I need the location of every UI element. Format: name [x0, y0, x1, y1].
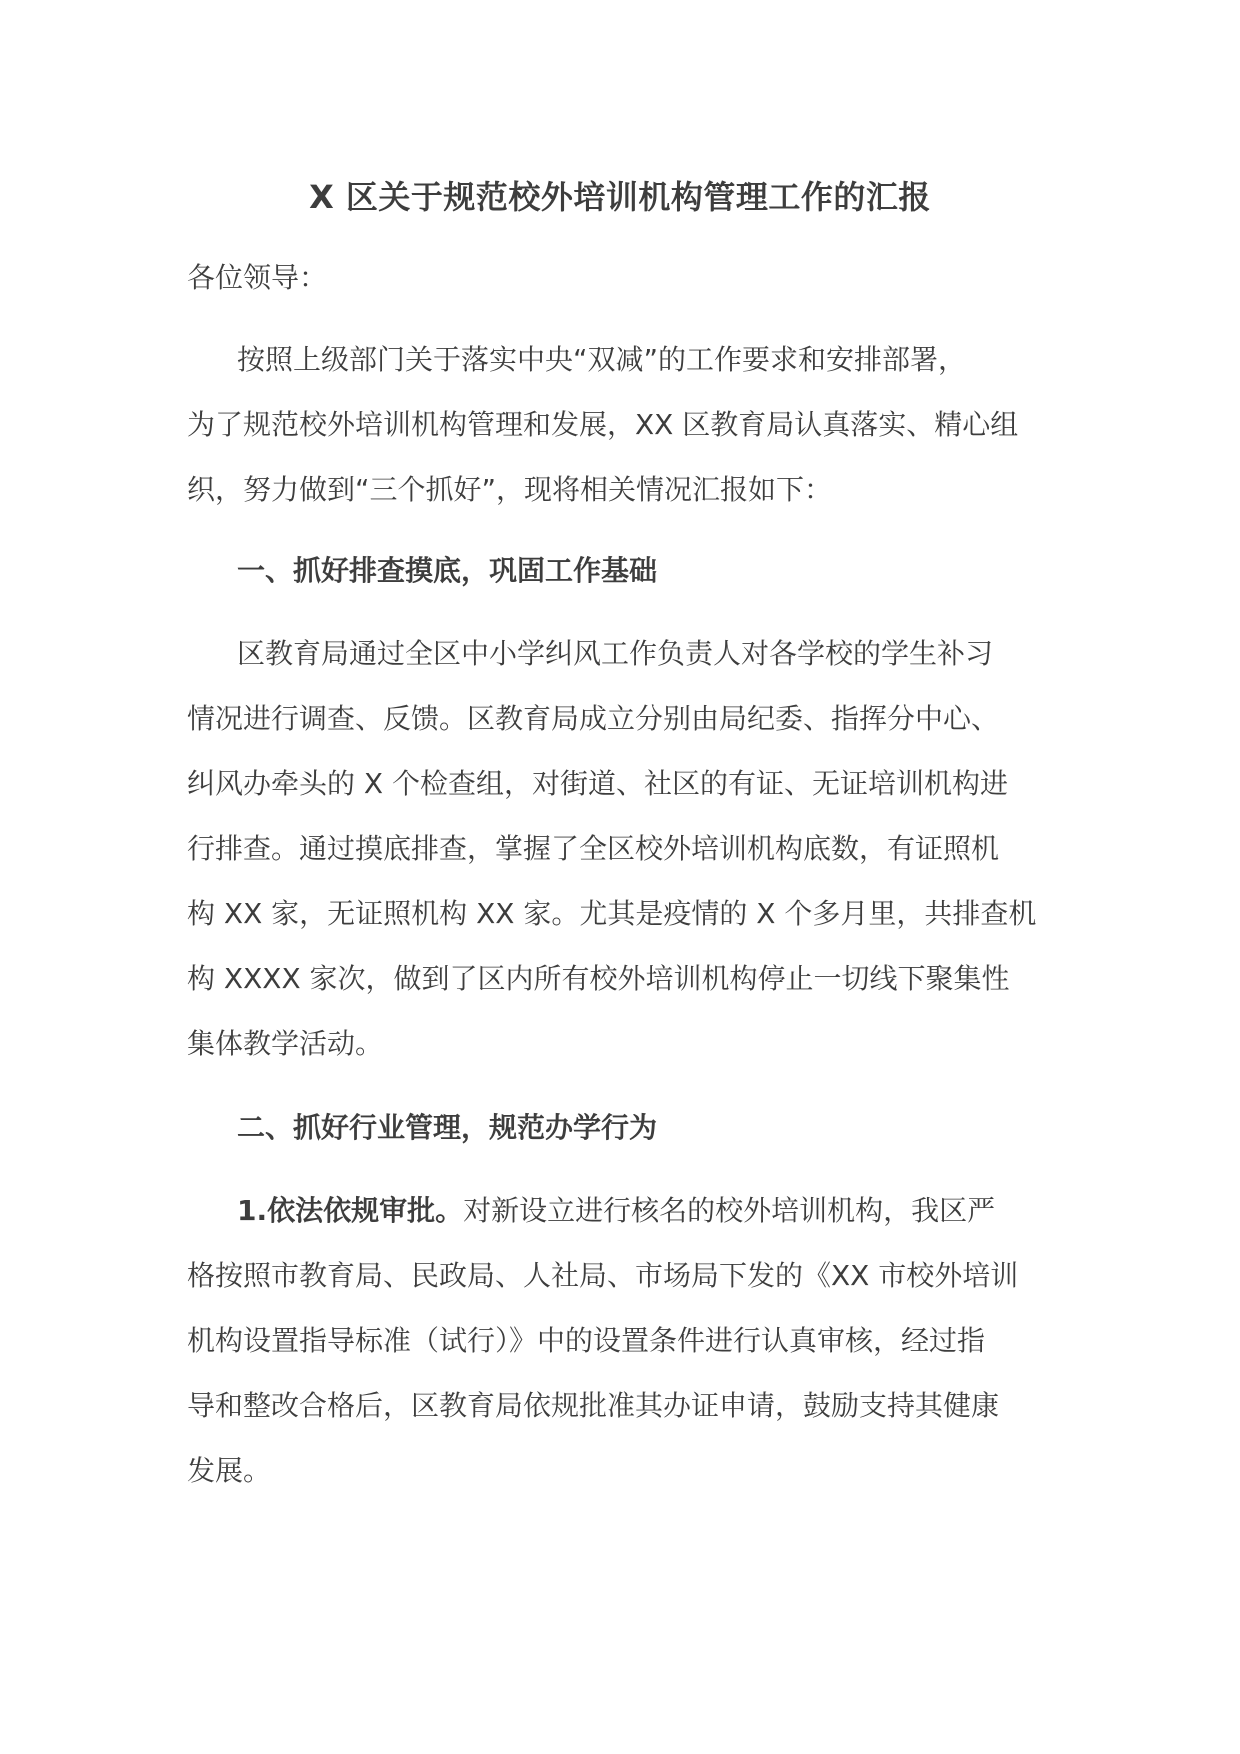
section-1-line: 情况进行调查、反馈。区教育局成立分别由局纪委、指挥分中心、 — [187, 702, 1000, 735]
salutation: 各位领导： — [187, 261, 328, 294]
section-2-item-1-first-line — [187, 1178, 1053, 1243]
item-first-line-text: 对新设立进行核名的校外培训机构，我区严 — [463, 1194, 996, 1227]
section-2-item-1-line: 格按照市教育局、民政局、人社局、市场局下发的《XX 市校外培训 — [187, 1259, 1019, 1292]
intro-line: 织，努力做到“三个抓好”，现将相关情况汇报如下： — [187, 473, 833, 506]
section-2-item-1-line: 导和整改合格后，区教育局依规批准其办证申请，鼓励支持其健康 — [187, 1389, 1000, 1422]
intro-line: 按照上级部门关于落实中央“双减”的工作要求和安排部署， — [237, 343, 967, 376]
section-2-heading: 二、抓好行业管理，规范办学行为 — [237, 1111, 658, 1144]
section-1-line: 构 XX 家，无证照机构 XX 家。尤其是疫情的 X 个多月里，共排查机 — [187, 897, 1037, 930]
item-lead-label: 1.依法依规审批。 — [237, 1194, 464, 1227]
intro-line: 为了规范校外培训机构管理和发展，XX 区教育局认真落实、精心组 — [187, 408, 1019, 441]
section-1-line: 行排查。通过摸底排查，掌握了全区校外培训机构底数，有证照机 — [187, 832, 1000, 865]
section-1-line: 集体教学活动。 — [187, 1027, 384, 1060]
section-1-line: 区教育局通过全区中小学纠风工作负责人对各学校的学生补习 — [237, 637, 994, 670]
intro-paragraph — [187, 327, 1053, 522]
section-2-item-1-line: 机构设置指导标准（试行）》中的设置条件进行认真审核，经过指 — [187, 1324, 986, 1357]
section-1-line: 构 XXXX 家次，做到了区内所有校外培训机构停止一切线下聚集性 — [187, 962, 1010, 995]
section-1-heading: 一、抓好排查摸底，巩固工作基础 — [237, 554, 658, 587]
section-1-paragraph — [187, 621, 1053, 1076]
section-2-item-1-paragraph — [187, 1178, 1053, 1503]
section-1-line: 纠风办牵头的 X 个检查组，对街道、社区的有证、无证培训机构进 — [187, 767, 1008, 800]
section-2-item-1-line: 发展。 — [187, 1454, 272, 1487]
document-title: X 区关于规范校外培训机构管理工作的汇报 — [309, 178, 931, 216]
